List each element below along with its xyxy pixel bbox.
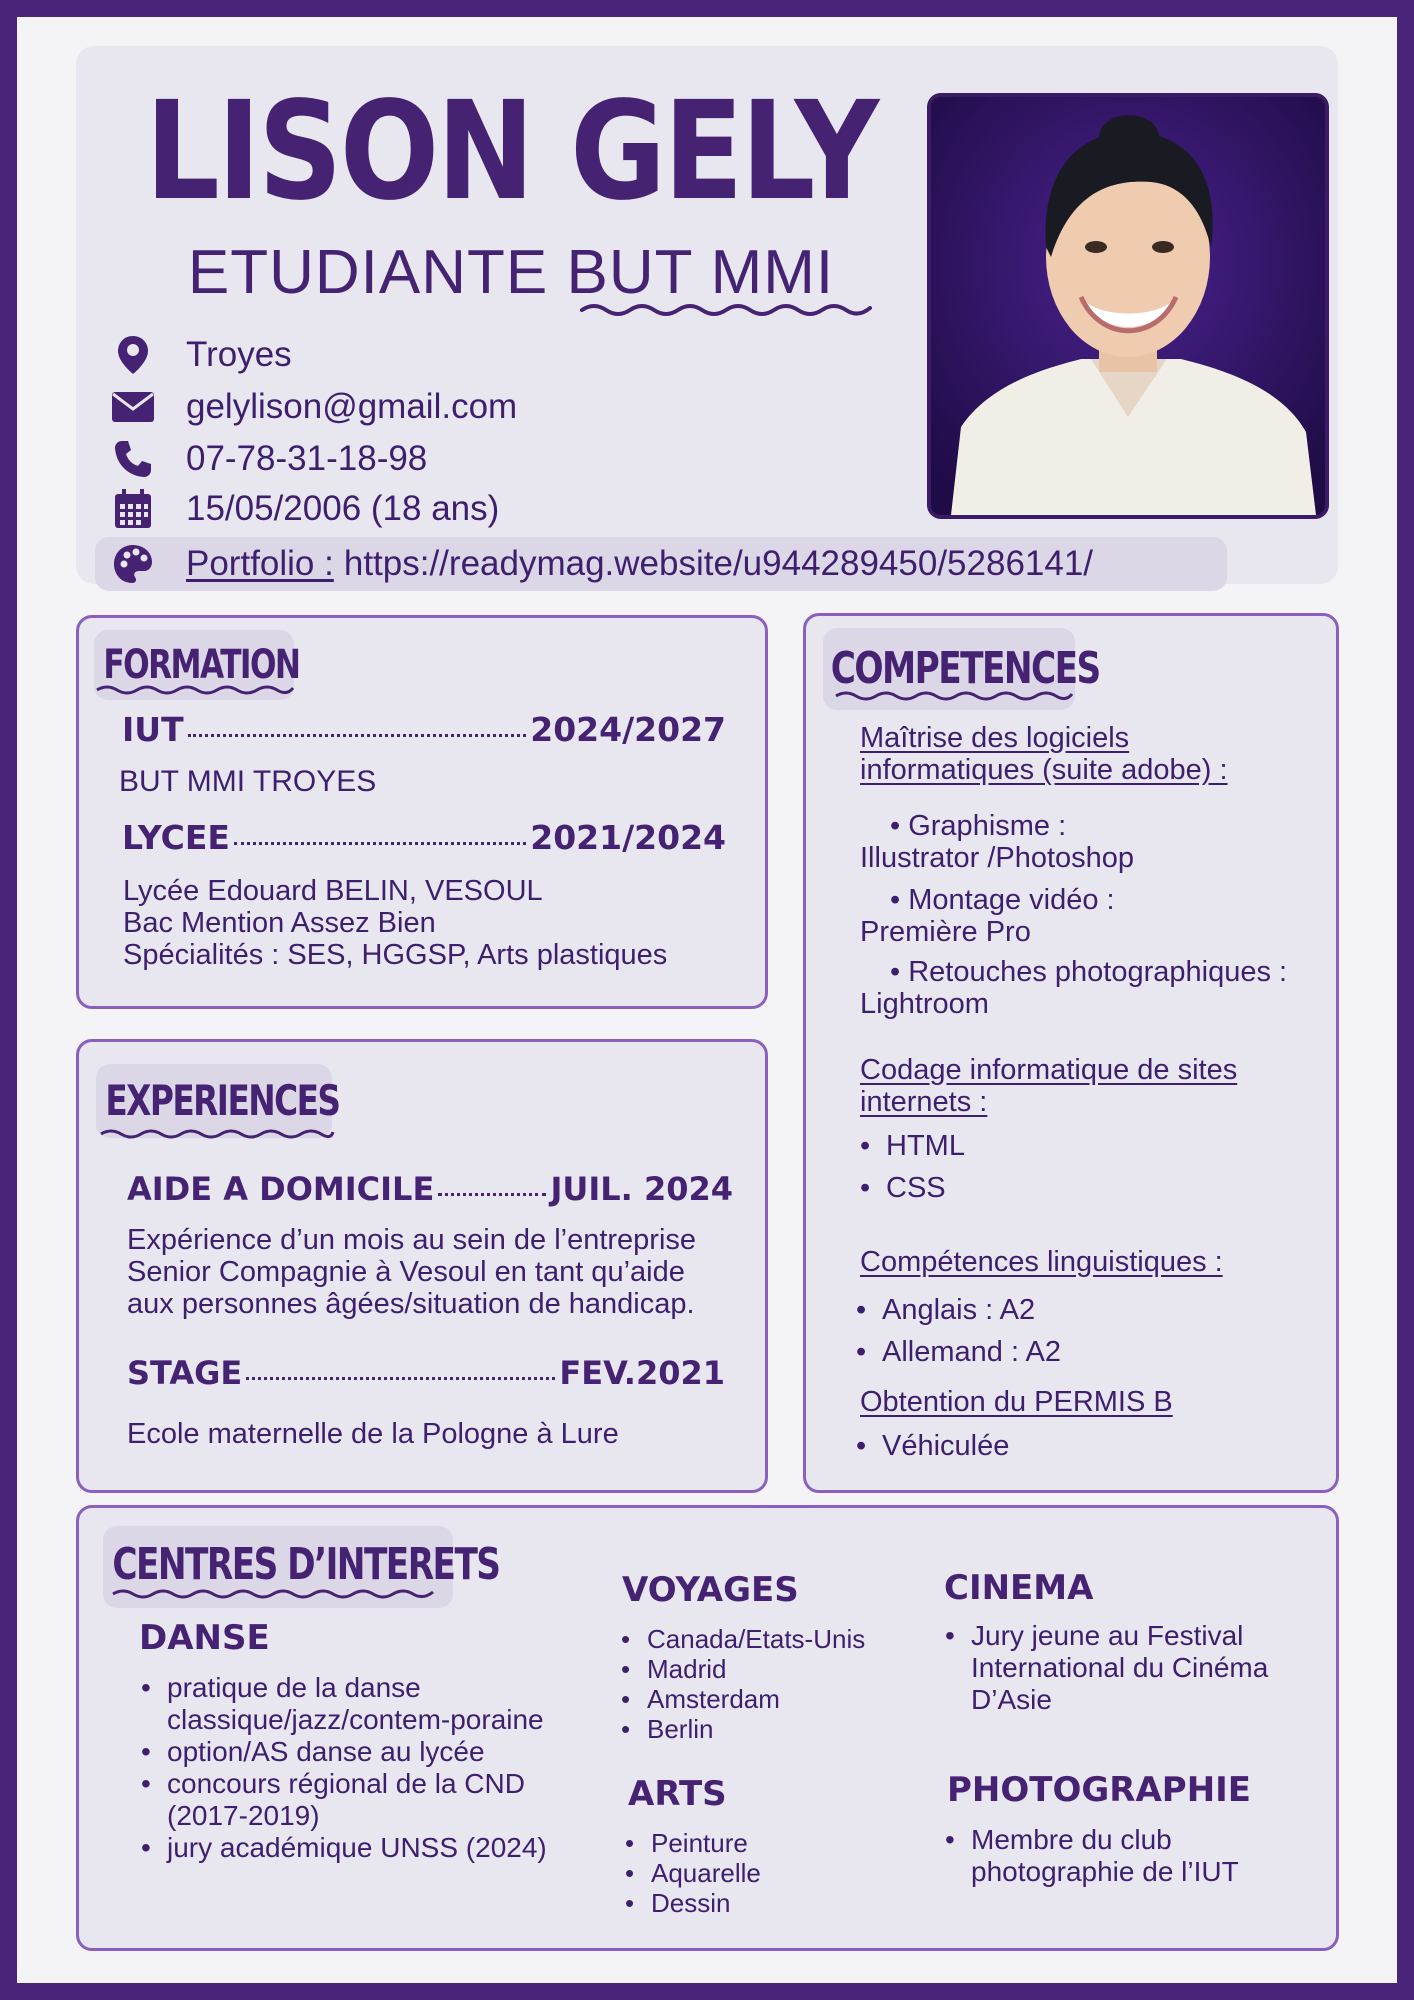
permit-list — [852, 1430, 1009, 1462]
list-item: • Dessin — [621, 1888, 761, 1918]
interests-title-wave — [111, 1586, 437, 1602]
cinema-list — [941, 1620, 1301, 1716]
email-link[interactable]: gelylison@gmail.com — [186, 387, 518, 426]
portfolio-label: Portfolio : — [186, 544, 334, 583]
entry-date: FEV.2021 — [559, 1354, 725, 1392]
interests-panel — [76, 1505, 1339, 1951]
photographie-list — [941, 1824, 1281, 1888]
job-title — [76, 238, 946, 308]
profile-photo — [927, 93, 1329, 519]
location-text: Troyes — [186, 335, 292, 374]
software-item-tools: Première Pro — [860, 916, 1031, 948]
entry-date: 2024/2027 — [530, 710, 726, 749]
list-item: • Aquarelle — [621, 1858, 761, 1888]
birthdate-text: 15/05/2006 (18 ans) — [186, 489, 500, 528]
contact-email — [110, 384, 517, 430]
entry-detail: Spécialités : SES, HGGSP, Arts plastiques — [123, 939, 668, 971]
languages-heading: Compétences linguistiques : — [860, 1246, 1223, 1278]
envelope-icon — [110, 384, 156, 430]
list-item: • Berlin — [617, 1714, 865, 1744]
list-item: • pratique de la danse classique/jazz/contem-poraine — [137, 1672, 547, 1736]
entry-detail: Expérience d’un mois au sein de l’entreprise — [127, 1224, 697, 1256]
list-item: • Anglais : A2 — [852, 1294, 1061, 1326]
job-title-emphasis: BUT MMI — [566, 238, 835, 307]
contact-phone — [110, 436, 427, 482]
entry-detail: BUT MMI TROYES — [119, 765, 377, 798]
interest-danse-title: DANSE — [139, 1618, 270, 1658]
entry-detail: aux personnes âgées/situation de handicap. — [127, 1288, 695, 1320]
coding-heading: Codage informatique de sites — [860, 1054, 1238, 1086]
experience-entry-stage — [127, 1354, 725, 1392]
interest-arts-title: ARTS — [628, 1774, 727, 1814]
list-item: • HTML — [856, 1130, 965, 1162]
list-item: • option/AS danse au lycée — [137, 1736, 547, 1768]
interest-photographie-title: PHOTOGRAPHIE — [947, 1770, 1252, 1810]
entry-detail: Ecole maternelle de la Pologne à Lure — [127, 1418, 619, 1450]
entry-name: IUT — [122, 710, 184, 749]
job-title-plain: ETUDIANTE — [187, 238, 549, 307]
coding-heading: internets : — [860, 1086, 988, 1118]
list-item: • Jury jeune au Festival International du Cinéma D’Asie — [941, 1620, 1301, 1716]
phone-icon — [110, 436, 156, 482]
location-pin-icon — [110, 332, 156, 378]
software-heading: informatiques (suite adobe) : — [860, 754, 1228, 786]
languages-list — [852, 1294, 1061, 1368]
entry-name: LYCEE — [122, 818, 230, 857]
formation-title: FORMATION — [103, 642, 300, 688]
formation-entry-lycee — [122, 818, 726, 857]
interest-cinema-title: CINEMA — [944, 1568, 1094, 1608]
entry-date: 2021/2024 — [530, 818, 726, 857]
list-item: • Canada/Etats-Unis — [617, 1624, 865, 1654]
title-underline-wave — [580, 300, 880, 320]
software-item-label: • Graphisme : — [890, 810, 1067, 842]
list-item: • Véhiculée — [852, 1430, 1009, 1462]
entry-detail: Lycée Edouard BELIN, VESOUL — [123, 875, 543, 907]
competences-panel — [803, 613, 1339, 1493]
list-item: • Membre du club photographie de l’IUT — [941, 1824, 1281, 1888]
software-item-label: • Retouches photographiques : — [890, 956, 1288, 988]
experiences-title-wave — [99, 1126, 335, 1142]
formation-title-wave — [95, 682, 295, 698]
entry-name: AIDE A DOMICILE — [127, 1170, 435, 1208]
experiences-panel — [76, 1039, 768, 1493]
portfolio-link[interactable]: https://readymag.website/u944289450/5286141/ — [343, 544, 1094, 583]
formation-entry-iut — [122, 710, 726, 749]
header-panel — [76, 46, 1338, 584]
software-item-tools: Illustrator /Photoshop — [860, 842, 1135, 874]
contact-birthdate — [110, 486, 499, 532]
list-item: • jury académique UNSS (2024) — [137, 1832, 547, 1864]
list-item: • Amsterdam — [617, 1684, 865, 1714]
contact-location — [110, 332, 292, 378]
list-item: • Madrid — [617, 1654, 865, 1684]
list-item: • CSS — [856, 1172, 965, 1204]
entry-detail: Bac Mention Assez Bien — [123, 907, 436, 939]
formation-panel — [76, 615, 768, 1009]
list-item: • Allemand : A2 — [852, 1336, 1061, 1368]
palette-icon — [110, 541, 156, 587]
contact-portfolio — [110, 541, 1093, 587]
arts-list — [621, 1828, 761, 1918]
entry-name: STAGE — [127, 1354, 243, 1392]
danse-list — [137, 1672, 547, 1864]
interest-voyages-title: VOYAGES — [622, 1570, 799, 1610]
software-heading: Maîtrise des logiciels — [860, 722, 1130, 754]
software-item-tools: Lightroom — [860, 988, 989, 1020]
entry-detail: Senior Compagnie à Vesoul en tant qu’aide — [127, 1256, 685, 1288]
candidate-name: LISON GELY — [145, 73, 877, 231]
interests-title: CENTRES D’INTERETS — [112, 1539, 500, 1590]
permit-heading: Obtention du PERMIS B — [860, 1386, 1173, 1418]
competences-title-wave — [834, 688, 1074, 704]
software-item-label: • Montage vidéo : — [890, 884, 1115, 916]
phone-text: 07-78-31-18-98 — [186, 439, 428, 478]
experiences-title: EXPERIENCES — [105, 1076, 340, 1125]
list-item: • concours régional de la CND (2017-2019) — [137, 1768, 547, 1832]
entry-date: JUIL. 2024 — [550, 1170, 733, 1208]
experience-entry-aide — [127, 1170, 733, 1208]
voyages-list — [617, 1624, 865, 1744]
calendar-icon — [110, 486, 156, 532]
competences-title: COMPETENCES — [830, 643, 1100, 694]
coding-list — [856, 1130, 965, 1204]
list-item: • Peinture — [621, 1828, 761, 1858]
